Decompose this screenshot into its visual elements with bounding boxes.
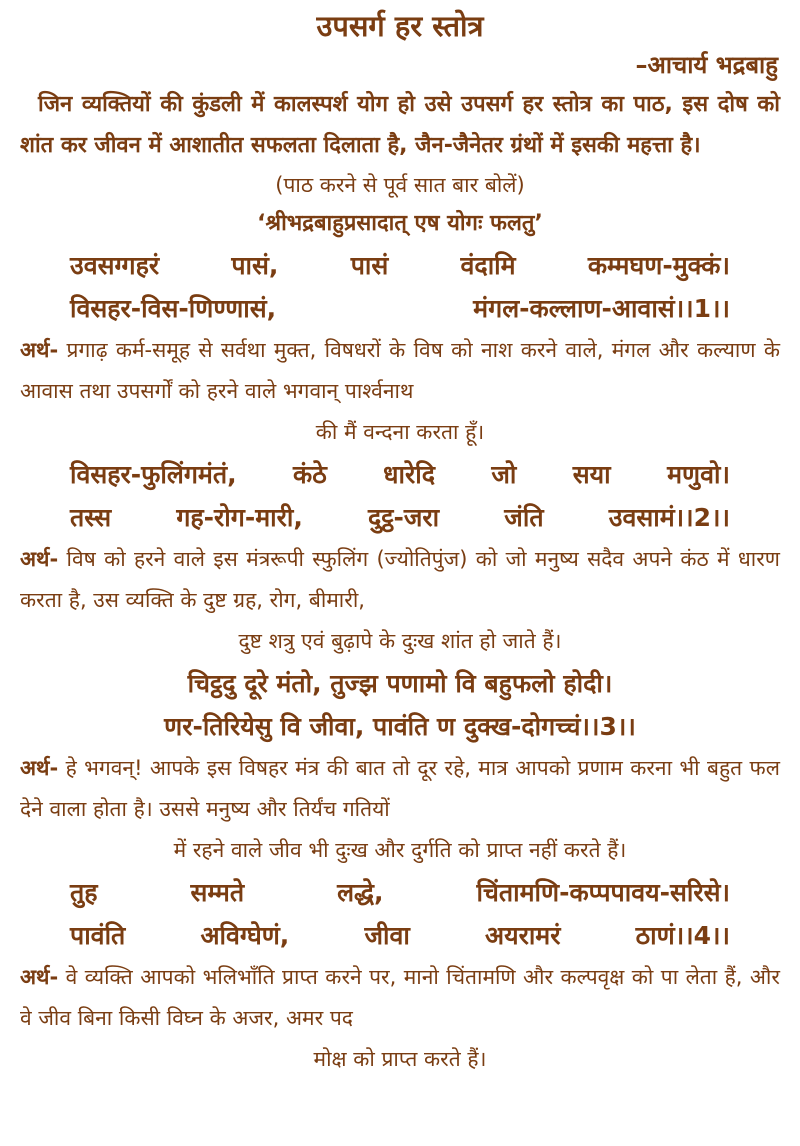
- verse-4-meaning: [20, 957, 780, 1039]
- verse-word: सया: [572, 460, 611, 489]
- verse-3-meaning-end: में रहने वाले जीव भी दुःख और दुर्गति को प्राप्त नहीं करते हैं।: [173, 838, 627, 862]
- verse-word: गह-रोग-मारी,: [176, 503, 303, 532]
- verse-2-line-1: [20, 453, 780, 496]
- verse-word: लद्धे,: [337, 878, 384, 907]
- verse-4-meaning-end: मोक्ष को प्राप्त करते हैं।: [313, 1047, 487, 1071]
- meaning-label: अर्थ-: [20, 965, 59, 989]
- verse-word: दुट्ठ-जरा: [367, 503, 440, 532]
- verse-4-line-2: [20, 914, 780, 957]
- verse-word: चिंतामणि-कप्पपावय-सरिसे।: [476, 878, 730, 907]
- verse-word: पासं,: [231, 251, 279, 280]
- verse-word: जंति: [504, 503, 544, 532]
- verse-word: कम्मघण-मुक्कं।: [587, 251, 730, 280]
- verse-word: अविग्घेणं,: [200, 921, 290, 950]
- meaning-label: अर्थ-: [20, 756, 59, 780]
- verse-word: उवसग्गहरं: [70, 251, 160, 280]
- verse-4-line-1: [20, 871, 780, 914]
- verse-word: कंठे: [293, 460, 327, 489]
- meaning-text: हे भगवन्! आपके इस विषहर मंत्र की बात तो दूर रहे, मात्र आपको प्रणाम करना भी बहुत फल देने वाला होता है। उससे मनुष्य और तिर्यंच गतियों: [20, 756, 780, 821]
- verse-word: तस्स: [70, 503, 112, 532]
- verse-2-meaning: [20, 539, 780, 621]
- verse-3-meaning: [20, 748, 780, 830]
- recitation-instruction: (पाठ करने से पूर्व सात बार बोलें): [275, 173, 525, 197]
- verse-word: अयरामरं: [485, 921, 561, 950]
- verse-word: ठाणं।।4।।: [635, 921, 730, 950]
- verse-text: णर-तिरियेसु वि जीवा, पावंति ण दुक्ख-दोगच्चं।।3।।: [164, 712, 636, 741]
- verse-word: जो: [491, 460, 517, 489]
- intro-paragraph: जिन व्यक्तियों की कुंडली में कालस्पर्श योग हो उसे उपसर्ग हर स्तोत्र का पाठ, इस दोष को शांत कर जीवन में आशातीत सफलता दिलाता है, जैन-जैनेतर ग्रंथों में इसकी महत्ता है।: [20, 92, 780, 158]
- verse-1-meaning: [20, 330, 780, 412]
- verse-word: सम्मते: [190, 878, 245, 907]
- verse-word: विसहर-विस-णिण्णासं,: [70, 294, 277, 323]
- meaning-text: प्रगाढ़ कर्म-समूह से सर्वथा मुक्त, विषधरों के विष को नाश करने वाले, मंगल और कल्याण के आवास तथा उपसर्गों को हरने वाले भगवान् पार्श्वनाथ: [20, 338, 780, 403]
- page-title: उपसर्ग हर स्तोत्र: [316, 9, 484, 43]
- verse-word: तुह: [70, 878, 98, 907]
- verse-word: उवसामं।।2।।: [608, 503, 730, 532]
- meaning-label: अर्थ-: [20, 547, 59, 571]
- meaning-text: वे व्यक्ति आपको भलिभाँति प्राप्त करने पर, मानो चिंतामणि और कल्पवृक्ष को पा लेता हैं, और वे जीव बिना किसी विघ्न के अजर, अमर पद: [20, 965, 780, 1030]
- verse-word: धारेदि: [383, 460, 435, 489]
- verse-3-line-1: [20, 662, 780, 705]
- verse-1-meaning-end: की मैं वन्दना करता हूँ।: [315, 420, 485, 444]
- invocation-mantra: ‘श्रीभद्रबाहुप्रसादात् एष योगः फलतु’: [257, 211, 543, 236]
- verse-word: पावंति: [70, 921, 126, 950]
- verse-word: मणुवो।: [667, 460, 730, 489]
- meaning-text: विष को हरने वाले इस मंत्ररूपी स्फुलिंग (ज्योतिपुंज) को जो मनुष्य सदैव अपने कंठ में धारण करता है, उस व्यक्ति के दुष्ट ग्रह, रोग, बीमारी,: [20, 547, 780, 612]
- verse-word: मंगल-कल्लाण-आवासं।।1।।: [473, 294, 730, 323]
- verse-1-line-2: [20, 287, 780, 330]
- verse-1-line-1: [20, 244, 780, 287]
- author-credit: –आचार्य भद्रबाहु: [635, 51, 778, 79]
- verse-text: चिट्ठदु दूरे मंतो, तुज्झ पणामो वि बहुफलो होदी।: [187, 669, 613, 698]
- verse-word: जीवा: [364, 921, 410, 950]
- verse-3-line-2: [20, 705, 780, 748]
- verse-2-line-2: [20, 496, 780, 539]
- verse-word: वंदामि: [460, 251, 516, 280]
- verse-2-meaning-end: दुष्ट शत्रु एवं बुढ़ापे के दुःख शांत हो जाते हैं।: [238, 629, 562, 653]
- meaning-label: अर्थ-: [20, 338, 59, 362]
- verse-word: विसहर-फुलिंगमंतं,: [70, 460, 237, 489]
- verse-word: पासं: [350, 251, 389, 280]
